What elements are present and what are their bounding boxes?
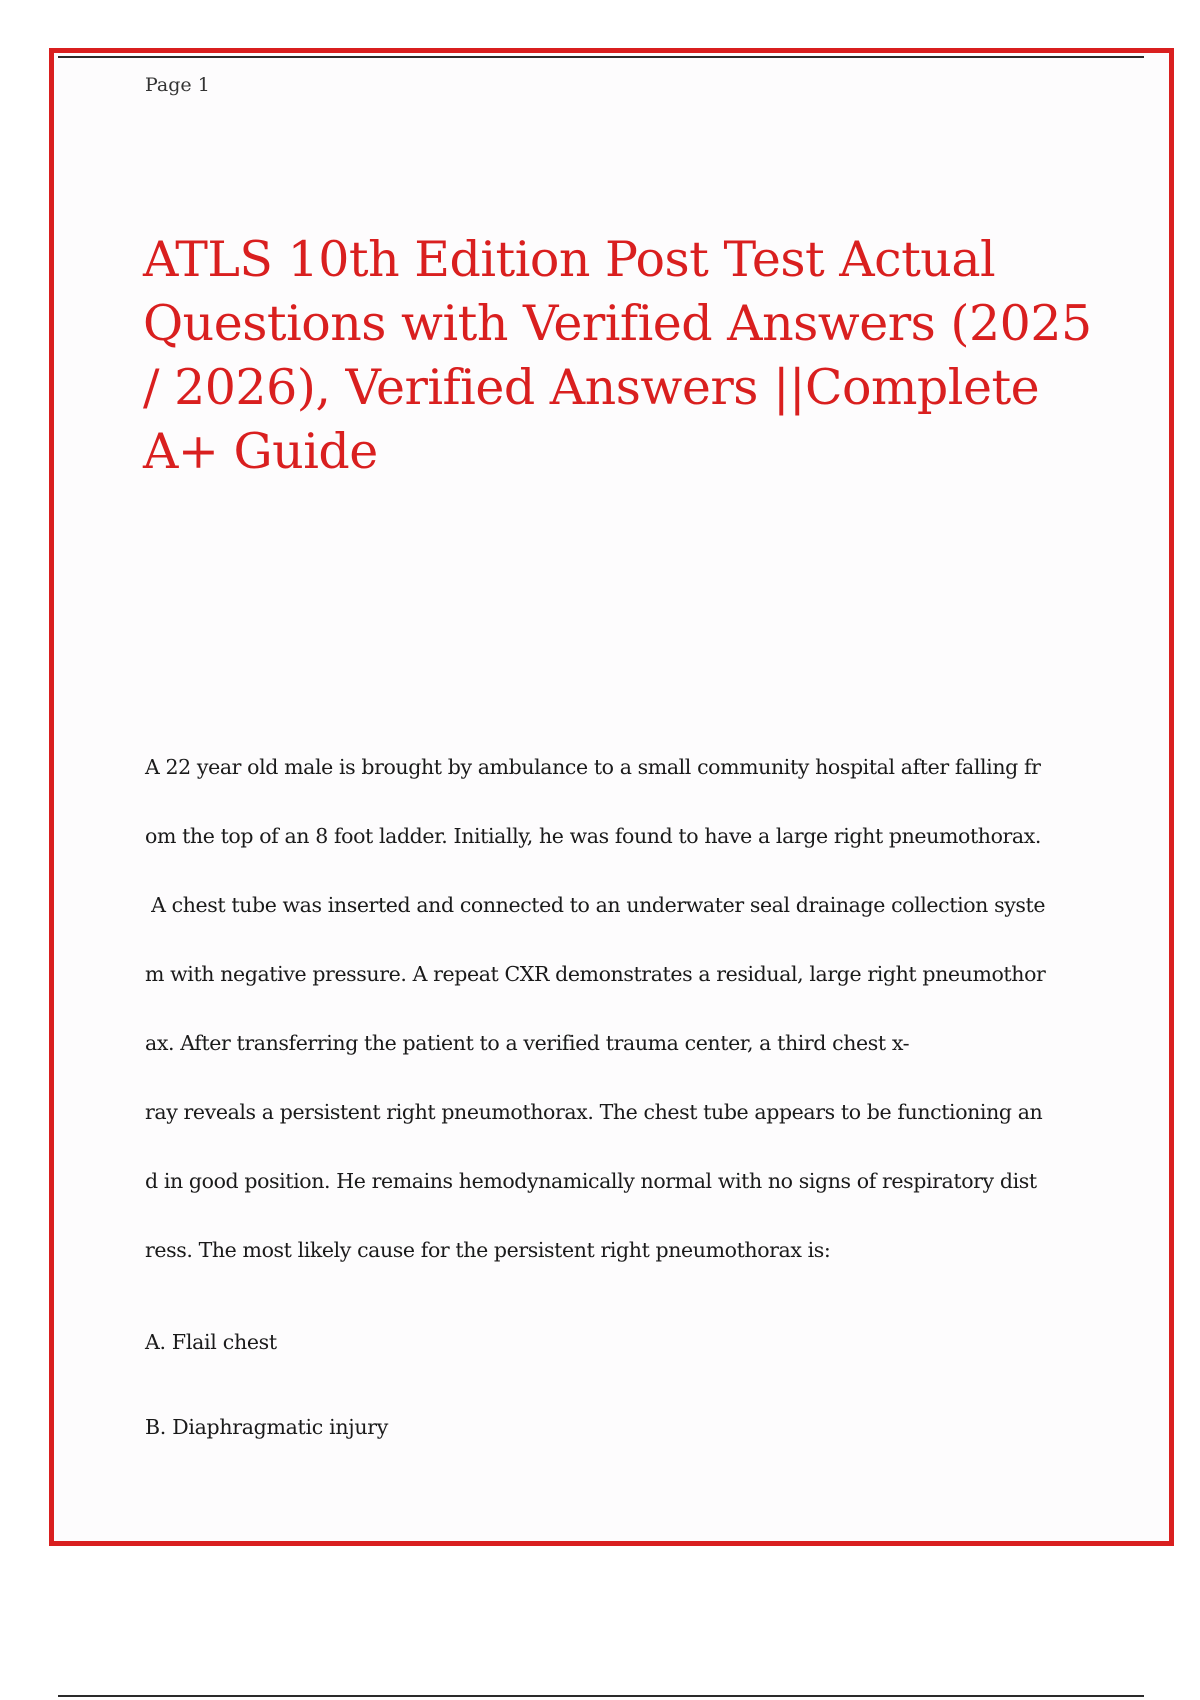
answer-options — [145, 1300, 388, 1470]
question-line: ray reveals a persistent right pneumothorax. The chest tube appears to be functioning an — [145, 1100, 1043, 1124]
question-line: m with negative pressure. A repeat CXR demonstrates a residual, large right pneumothor — [145, 962, 1046, 986]
answer-option-a: A. Flail chest — [145, 1330, 277, 1354]
question-line: ress. The most likely cause for the persistent right pneumothorax is: — [145, 1238, 831, 1262]
title-line: ATLS 10th Edition Post Test Actual — [143, 231, 996, 288]
page-number: Page 1 — [145, 74, 210, 96]
bottom-rule — [58, 1695, 1144, 1697]
question-line: d in good position. He remains hemodynamically normal with no signs of respiratory dist — [145, 1169, 1037, 1193]
question-text — [145, 733, 1095, 1285]
answer-option-b: B. Diaphragmatic injury — [145, 1415, 389, 1439]
title-line: A+ Guide — [143, 423, 378, 480]
question-line: A chest tube was inserted and connected to an underwater seal drainage collection syste — [145, 893, 1046, 917]
question-line: om the top of an 8 foot ladder. Initially, he was found to have a large right pneumothorax. — [145, 824, 1042, 848]
top-rule — [58, 56, 1144, 58]
question-line: ax. After transferring the patient to a verified trauma center, a third chest x- — [145, 1031, 910, 1055]
question-line: A 22 year old male is brought by ambulance to a small community hospital after falling fr — [145, 755, 1041, 779]
document-title — [143, 228, 1103, 484]
title-line: / 2026), Verified Answers ||Complete — [143, 359, 1040, 416]
title-line: Questions with Verified Answers (2025 — [143, 295, 1092, 352]
